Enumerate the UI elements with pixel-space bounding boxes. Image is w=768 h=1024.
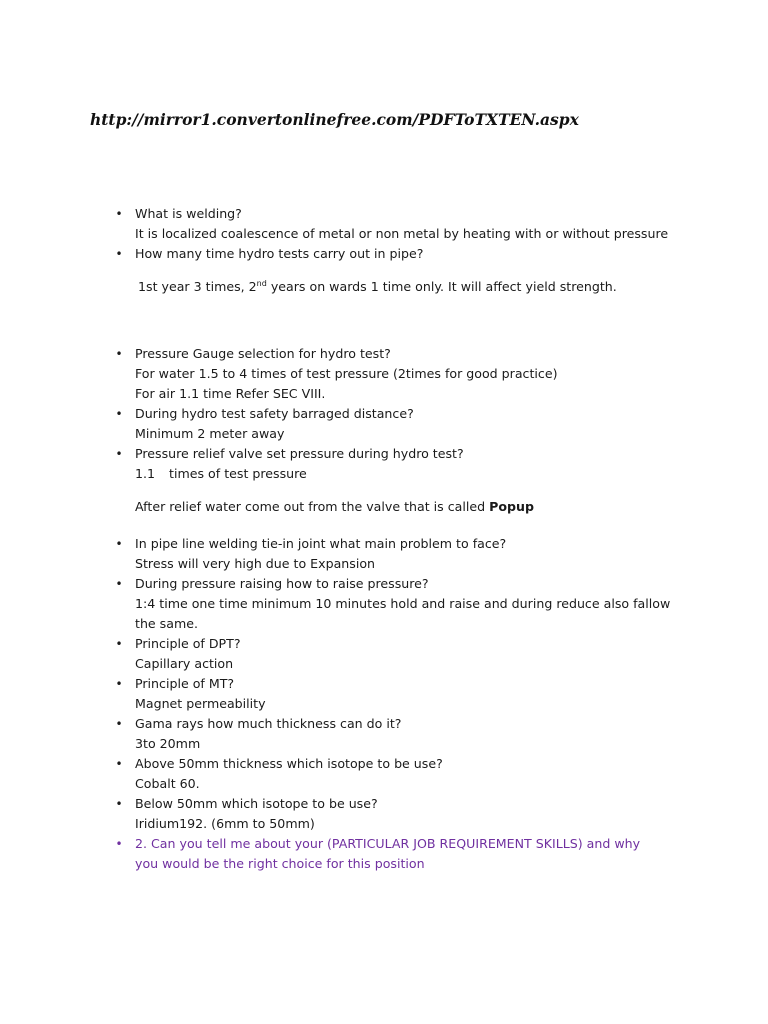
- question-text: Principle of MT?: [135, 676, 235, 691]
- question-text: In pipe line welding tie-in joint what main problem to face?: [135, 536, 507, 551]
- list-item: [0, 714, 768, 754]
- bullet-icon: •: [115, 837, 123, 851]
- hydro-answer-sup: nd: [256, 278, 267, 288]
- answer-text: Stress will very high due to Expansion: [135, 556, 376, 571]
- question-text: Pressure relief valve set pressure during hydro test?: [135, 446, 464, 461]
- highlight-text-line: 2. Can you tell me about your (PARTICULAR JOB REQUIREMENT SKILLS) and why: [135, 836, 641, 851]
- question-text: Below 50mm which isotope to be use?: [135, 796, 378, 811]
- popup-note-text: After relief water come out from the valve that is called: [135, 499, 490, 514]
- highlight-text-line: you would be the right choice for this position: [135, 856, 425, 871]
- answer-rest: times of test pressure: [169, 466, 307, 481]
- answer-text: Magnet permeability: [135, 696, 266, 711]
- list-item: [0, 204, 768, 244]
- list-item: [0, 534, 768, 574]
- answer-text: the same.: [135, 616, 198, 631]
- question-text: Above 50mm thickness which isotope to be use?: [135, 756, 443, 771]
- popup-note-bold: Popup: [489, 499, 535, 514]
- highlighted-list-item: [0, 834, 768, 874]
- question-text: What is welding?: [135, 206, 242, 221]
- qa-block-2: [0, 344, 768, 484]
- question-text: Principle of DPT?: [135, 636, 241, 651]
- list-item: [0, 674, 768, 714]
- hydro-answer-text: [138, 277, 617, 297]
- list-item: [0, 634, 768, 674]
- bullet-icon: •: [115, 207, 123, 221]
- hydro-answer-part2: years on wards 1 time only. It will affect yield strength.: [266, 279, 617, 294]
- list-item: [0, 344, 768, 404]
- question-text: During hydro test safety barraged distance?: [135, 406, 414, 421]
- document-url-heading: http://mirror1.convertonlinefree.com/PDFToTXTEN.aspx: [90, 110, 579, 129]
- bullet-icon: •: [115, 717, 123, 731]
- list-item: [0, 574, 768, 634]
- question-text: Gama rays how much thickness can do it?: [135, 716, 402, 731]
- bullet-icon: •: [115, 577, 123, 591]
- bullet-icon: •: [115, 347, 123, 361]
- answer-text: It is localized coalescence of metal or non metal by heating with or without pressure: [135, 226, 669, 241]
- question-text: During pressure raising how to raise pressure?: [135, 576, 429, 591]
- list-item: [0, 754, 768, 794]
- qa-block-3: [0, 534, 768, 874]
- answer-text: Cobalt 60.: [135, 776, 200, 791]
- answer-text: Iridium192. (6mm to 50mm): [135, 816, 315, 831]
- bullet-icon: •: [115, 757, 123, 771]
- bullet-icon: •: [115, 677, 123, 691]
- list-item: [0, 794, 768, 834]
- list-item: [0, 404, 768, 444]
- answer-text: Minimum 2 meter away: [135, 426, 285, 441]
- answer-text: For air 1.1 time Refer SEC VIII.: [135, 386, 326, 401]
- list-item: [0, 444, 768, 484]
- answer-text: 1:4 time one time minimum 10 minutes hold and raise and during reduce also fallow: [135, 596, 671, 611]
- answer-text: 3to 20mm: [135, 736, 201, 751]
- question-text: Pressure Gauge selection for hydro test?: [135, 346, 391, 361]
- bullet-icon: •: [115, 797, 123, 811]
- list-item: [0, 244, 768, 264]
- bullet-icon: •: [115, 247, 123, 261]
- bullet-icon: •: [115, 637, 123, 651]
- bullet-icon: •: [115, 537, 123, 551]
- hydro-answer-part1: 1st year 3 times, 2: [138, 279, 257, 294]
- answer-number: 1.1: [135, 466, 156, 481]
- answer-text: [135, 464, 768, 484]
- popup-note: [135, 497, 534, 517]
- bullet-icon: •: [115, 447, 123, 461]
- question-text: How many time hydro tests carry out in pipe?: [135, 246, 424, 261]
- answer-text: For water 1.5 to 4 times of test pressure (2times for good practice): [135, 366, 558, 381]
- qa-block-1: [0, 204, 768, 264]
- answer-text: Capillary action: [135, 656, 234, 671]
- bullet-icon: •: [115, 407, 123, 421]
